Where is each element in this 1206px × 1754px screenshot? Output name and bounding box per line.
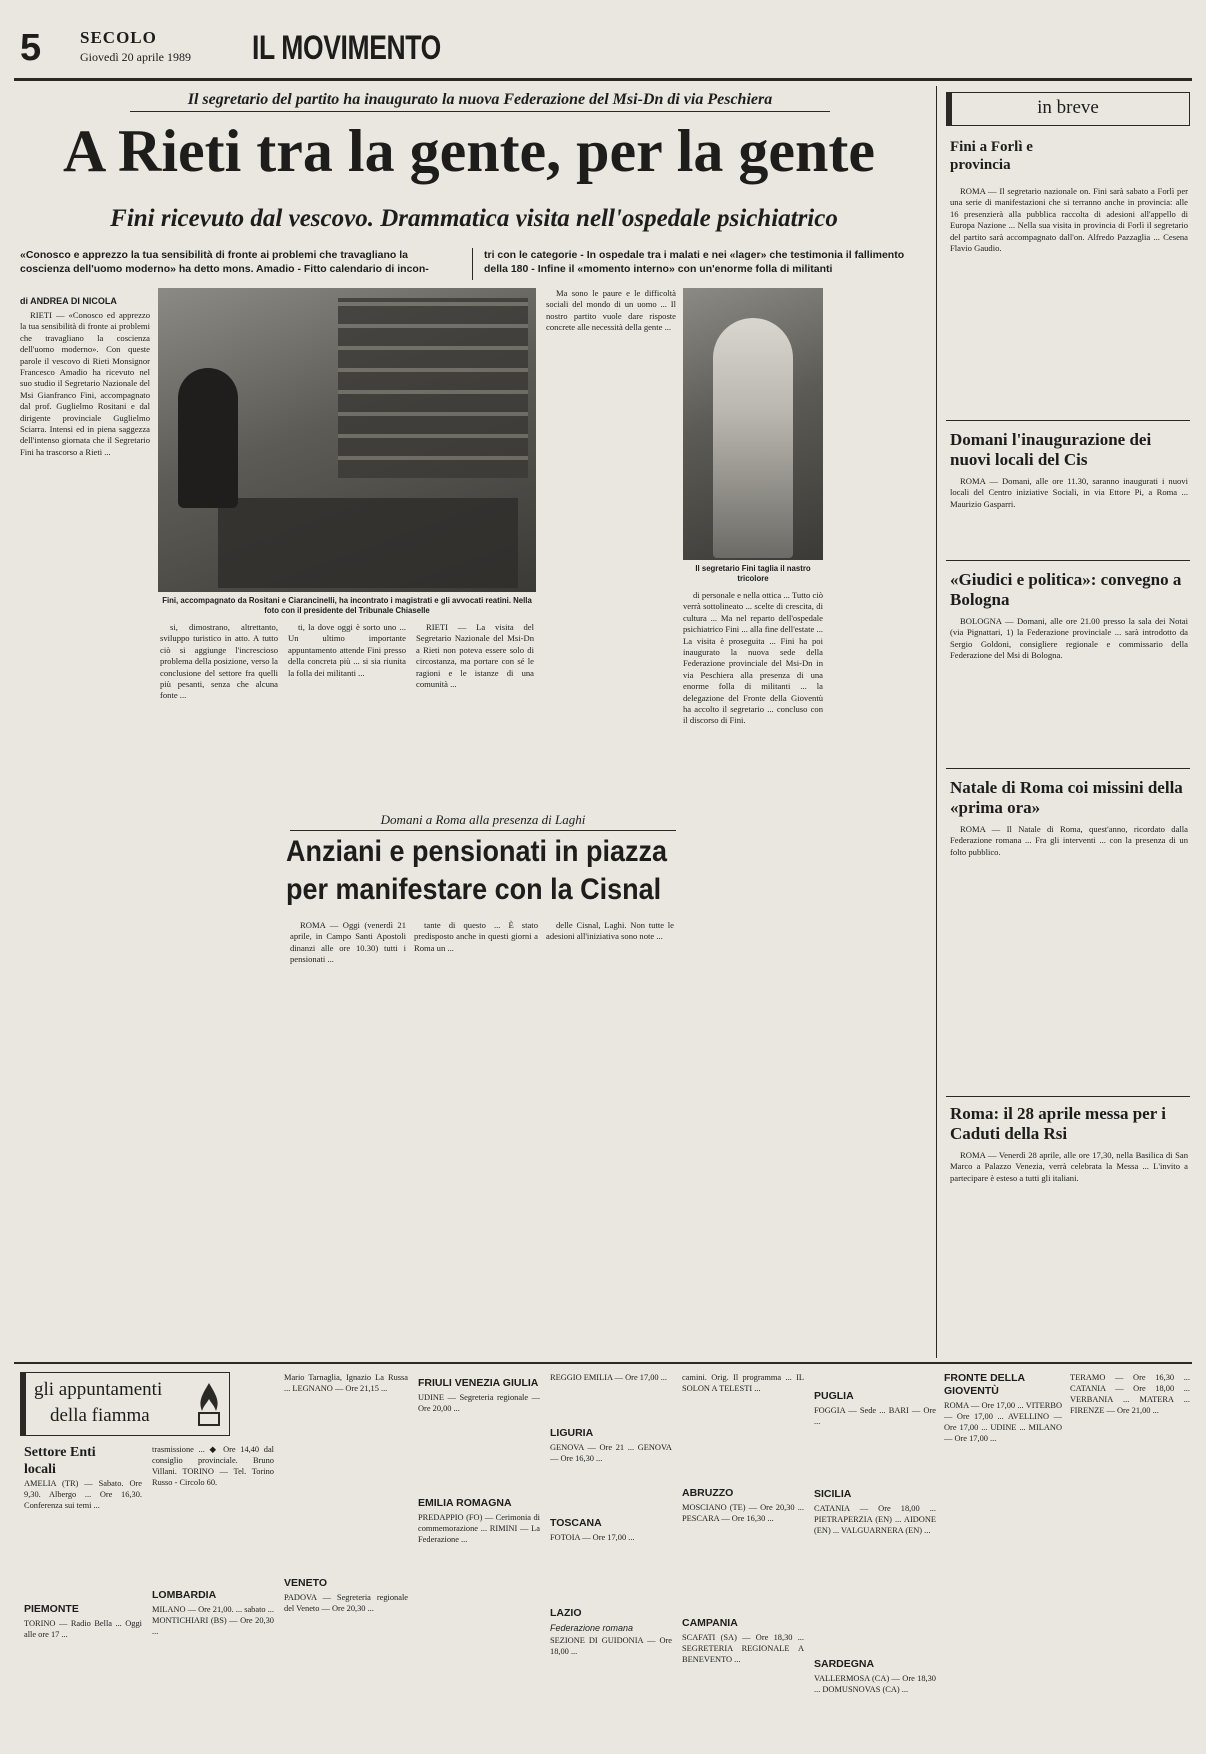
col3-text: ti, la dove oggi è sorto uno ... Un ultimo importante appuntamento attende Fini presso della concreta più ... si sia riunita la folla dei militanti ... xyxy=(288,622,406,678)
lombardia-text xyxy=(152,1604,274,1637)
main-article-col2 xyxy=(160,622,278,1358)
sidebar-item-3-title: «Giudici e politica»: convegno a Bologna xyxy=(950,570,1182,609)
appointments-col1-text xyxy=(24,1478,142,1598)
second-col2-text: tante di questo ... È stato predisposto anche in questi giorni a Roma un ... xyxy=(414,920,538,953)
sidebar-item-1-body: ROMA — Il segretario nazionale on. Fini sarà sabato a Forlì per una serie di manifestazioni che si terranno anche in provincia: alle 16 presenzierà alla pubblica raccolta di adesioni all'appello di Europa Nazione ... Nella sua visita in provincia di Forlì il segretario del partito sarà accompagnato dall'on. Alfredo Pazzaglia ... Cesena Flavio Gaudio. xyxy=(950,186,1188,254)
sardegna-text xyxy=(814,1673,936,1695)
campania-body: SCAFATI (SA) — Ore 18,30 ... SEGRETERIA REGIONALE A BENEVENTO ... xyxy=(682,1633,804,1664)
toscana-text xyxy=(550,1532,672,1602)
puglia-text xyxy=(814,1405,936,1483)
sidebar-rule-3 xyxy=(946,768,1190,769)
main-headline: A Rieti tra la gente, per la gente xyxy=(62,118,876,184)
abruzzo-heading: ABRUZZO xyxy=(682,1487,734,1499)
photo-ribbon-cutting xyxy=(683,288,823,560)
section-title: IL MOVIMENTO xyxy=(252,29,441,67)
sardegna-body: VALLERMOSA (CA) — Ore 18,30 ... DOMUSNOVAS (CA) ... xyxy=(814,1674,936,1694)
page-header xyxy=(14,24,1192,76)
col1-app-text: AMELIA (TR) — Sabato. Ore 9,30. Albergo ... Ore 16,30. Conferenza sui temi ... xyxy=(24,1479,142,1510)
appointments-col7 xyxy=(814,1372,936,1746)
kicker-underline xyxy=(130,111,830,112)
lazio-body: SEZIONE DI GUIDONIA — Ore 18,00 ... xyxy=(550,1636,672,1656)
person-shape xyxy=(178,368,238,508)
second-headline-line1: Anziani e pensionati in piazza xyxy=(286,835,668,868)
page-number: 5 xyxy=(20,27,42,69)
second-article-col3 xyxy=(546,920,674,1358)
main-article-col5 xyxy=(546,288,676,802)
liguria-body: GENOVA — Ore 21 ... GENOVA — Ore 16,30 ... xyxy=(550,1443,672,1463)
main-article-col1 xyxy=(20,310,150,1358)
sidebar-item-1-title: Fini a Forlì e provincia xyxy=(950,139,1033,173)
second-article-col1 xyxy=(290,920,406,1358)
sidebar-item-2-body: ROMA — Domani, alle ore 11.30, saranno inaugurati i nuovi locali del Centro iniziative Sociali, in via Ettore Pi, a Roma ... Maurizio Gasparri. xyxy=(950,476,1188,509)
sidebar-item-5-text xyxy=(950,1150,1188,1224)
sidebar-rule-2 xyxy=(946,560,1190,561)
appointments-col9-text xyxy=(1070,1372,1190,1416)
appointments-col2-text xyxy=(152,1444,274,1584)
emilia-heading: EMILIA ROMAGNA xyxy=(418,1497,512,1509)
second-col3-text: delle Cisnal, Laghi. Non tutte le adesioni all'iniziativa sono note ... xyxy=(546,920,674,942)
col5-app-text: REGGIO EMILIA — Ore 17,00 ... xyxy=(550,1373,667,1382)
sidebar-item-4-title: Natale di Roma coi missini della «prima ora» xyxy=(950,778,1183,817)
emilia-text xyxy=(418,1512,540,1545)
appointments-top-rule xyxy=(14,1362,1192,1364)
puglia-body: FOGGIA — Sede ... BARI — Ore ... xyxy=(814,1406,936,1426)
main-to-sidebar-rule xyxy=(936,86,937,1358)
abruzzo-body: MOSCIANO (TE) — Ore 20,30 ... PESCARA — Ore 16,30 ... xyxy=(682,1503,804,1523)
summary-divider xyxy=(472,248,473,280)
appointments-col4 xyxy=(418,1372,540,1746)
col1-text: RIETI — «Conosco ed apprezzo la tua sensibilità di fronte ai problemi che travagliano la coscienza dell'uomo moderno». Con queste parole il vescovo di Rieti Monsignor Francesco Amadio ha ricevuto nel suo studio il Segretario Nazionale del Msi Gianfranco Fini, accompagnato dal prof. Guglielmo Rositani e dal dirigente provinciale Guglielmo Sciarra. Intensi ed in piena saggezza dell'intenso giornata che il Segretario Fini ha trascorso a Rieti ... xyxy=(20,310,150,457)
friuli-heading: FRIULI VENEZIA GIULIA xyxy=(418,1377,539,1389)
header-rule xyxy=(14,78,1192,81)
piemonte-heading: PIEMONTE xyxy=(24,1603,79,1615)
col2-text: si, dimostrano, altrettanto, sviluppo turistico in atto. A tutto ciò si aggiunge l'increscioso problema della posizione, verso la conclusione del settore fra quelli più pesanti, senza che alcuna fonte ... xyxy=(160,622,278,701)
appointments-col2 xyxy=(152,1444,274,1744)
appointments-col8 xyxy=(944,1372,1062,1746)
second-kicker-rule xyxy=(290,830,676,831)
col6-text: di personale e nella ottica ... Tutto ciò verrà sottolineato ... scelte di crescita, di cultura ... Ma nel reparto dell'ospedale psichiatrico Fini ... alla fine dell'estate ... La visita è proseguita ... Fini ha poi inaugurato la nuova sede della Federazione provinciale del Msi-Dn in via Peschiera alla presenza di una enorme folla di militanti ... la delegazione del Fronte della Gioventù ha accolto il segretario ... concluso con il discorso di Fini. xyxy=(683,590,823,726)
friuli-text xyxy=(418,1392,540,1492)
lombardia-body: MILANO — Ore 21,00. ... sabato ... MONTICHIARI (BS) — Ore 20,30 ... xyxy=(152,1605,274,1636)
sidebar-item-4-text xyxy=(950,824,1188,1090)
appointments-col6 xyxy=(682,1372,804,1746)
sidebar-rule-1 xyxy=(946,420,1190,421)
person-shape-2 xyxy=(713,318,793,558)
second-article-kicker: Domani a Roma alla presenza di Laghi xyxy=(380,812,586,827)
photo2-caption: Il segretario Fini taglia il nastro tricolore xyxy=(695,564,811,583)
second-article-col2 xyxy=(414,920,538,1358)
friuli-body: UDINE — Segreteria regionale — Ore 20,00 ... xyxy=(418,1393,540,1413)
toscana-heading: TOSCANA xyxy=(550,1517,602,1529)
summary-right: tri con le categorie - In ospedale tra i malati e nei «lager» che testimonia il fallimento della 180 - Infine il «momento interno» con un'enorme folla di militanti xyxy=(484,249,905,275)
main-subheadline: Fini ricevuto dal vescovo. Drammatica visita nell'ospedale psichiatrico xyxy=(110,205,838,232)
col4-text: RIETI — La visita del Segretario Nazionale del Msi-Dn a Rieti non poteva essere solo di circostanza, ma portare con sé le ragioni e le istanze di una comunità ... xyxy=(416,622,534,690)
lazio-text xyxy=(550,1635,672,1657)
campania-text xyxy=(682,1632,804,1665)
paper-name: SECOLO xyxy=(80,28,157,47)
sicilia-heading: SICILIA xyxy=(814,1488,852,1500)
col2-app-text: trasmissione ... ◆ Ore 14,40 dal consiglio provinciale. Bruno Villani. TORINO — Tel. Torino Russo - Circolo 60. xyxy=(152,1445,274,1487)
sicilia-body: CATANIA — Ore 18,00 ... PIETRAPERZIA (EN) ... AIDONE (EN) ... VALGUARNERA (EN) ... xyxy=(814,1504,936,1535)
publication-date: Giovedì 20 aprile 1989 xyxy=(80,50,191,64)
appointments-col6-text xyxy=(682,1372,804,1482)
sardegna-heading: SARDEGNA xyxy=(814,1658,875,1670)
table-shape xyxy=(218,498,518,588)
veneto-text xyxy=(284,1592,408,1614)
veneto-body: PADOVA — Segreteria regionale del Veneto — Ore 20,30 ... xyxy=(284,1593,408,1613)
fronte-gioventu-heading: FRONTE DELLA GIOVENTÙ xyxy=(944,1372,1025,1397)
fronte-gioventu-text xyxy=(944,1400,1062,1444)
photo-magistrates-meeting xyxy=(158,288,536,592)
sidebar-item-4-body: ROMA — Il Natale di Roma, quest'anno, ricordato dalla Federazione romana ... Fra gli interventi ... con la presenza di un folto pubblico. xyxy=(950,824,1188,857)
puglia-heading: PUGLIA xyxy=(814,1390,854,1402)
sidebar-item-3-body: BOLOGNA — Domani, alle ore 21.00 presso la sala dei Notai (via Pignattari, 1) la Federazione provinciale ... sarà introdotto da Sergio Goldoni, consigliere regionale e commissario della Federazione del Msi di Bologna. xyxy=(950,616,1188,661)
sidebar-item-2-title: Domani l'inaugurazione dei nuovi locali del Cis xyxy=(950,430,1152,469)
lombardia-heading: LOMBARDIA xyxy=(152,1589,217,1601)
sidebar-header-text: in breve xyxy=(1037,97,1099,118)
appointments-col5 xyxy=(550,1372,672,1746)
flame-logo-svg xyxy=(194,1381,224,1427)
byline: di ANDREA DI NICOLA xyxy=(20,296,117,306)
appointments-col1 xyxy=(24,1444,142,1744)
toscana-body: FOTOIA — Ore 17,00 ... xyxy=(550,1533,635,1542)
sidebar-item-5-body: ROMA — Venerdì 28 aprile, alle ore 17,30, nella Basilica di San Marco a Palazzo Venezia, verrà celebrata la Messa ... L'invito a partecipare è esteso a tutti gli italiani. xyxy=(950,1150,1188,1183)
main-article-col6 xyxy=(683,590,823,1358)
appointments-title-line1: gli appuntamenti xyxy=(34,1379,163,1400)
sidebar-item-2-text xyxy=(950,476,1188,572)
main-article-col4 xyxy=(416,622,534,802)
enti-locali-title: Settore Enti locali xyxy=(24,1445,96,1477)
federazione-romana-subheading: Federazione romana xyxy=(550,1623,634,1633)
liguria-text xyxy=(550,1442,672,1512)
sidebar-item-1-text xyxy=(950,186,1188,416)
liguria-heading: LIGURIA xyxy=(550,1427,594,1439)
col3-app-text: Mario Tarnaglia, Ignazio La Russa ... LEGNANO — Ore 21,15 ... xyxy=(284,1373,408,1393)
photo1-caption: Fini, accompagnato da Rositani e Ciarancinelli, ha incontrato i magistrati e gli avvocati reatini. Nella foto con il presidente del Tribunale Chiaselle xyxy=(162,596,532,615)
col9-app-text: TERAMO — Ore 16,30 ... CATANIA — Ore 18,00 ... VERBANIA ... MATERA ... FIRENZE — Ore 21,00 ... xyxy=(1070,1373,1190,1415)
sidebar-header-box xyxy=(946,92,1190,126)
appointments-title-line2: della fiamma xyxy=(50,1405,150,1426)
summary-left: «Conosco e apprezzo la tua sensibilità di fronte ai problemi che travagliano la coscienza dell'uomo moderno» ha detto mons. Amadio - Fitto calendario di incon- xyxy=(20,249,429,275)
sicilia-text xyxy=(814,1503,936,1653)
fronte-gioventu-body: ROMA — Ore 17,00 ... VITERBO — Ore 17,00 ... AVELLINO — Ore 17,00 ... UDINE ... MILANO — Ore 17,00 ... xyxy=(944,1401,1062,1443)
piemonte-text xyxy=(24,1618,142,1640)
flame-logo-icon xyxy=(194,1381,224,1427)
bookshelf-shape xyxy=(338,298,528,478)
lazio-heading: LAZIO xyxy=(550,1607,582,1619)
second-col1-text: ROMA — Oggi (venerdì 21 aprile, in Campo Santi Apostoli dinanzi alle ore 10.30) tutti i pensionati ... xyxy=(290,920,406,965)
main-article-kicker: Il segretario del partito ha inaugurato la nuova Federazione del Msi-Dn di via Peschiera xyxy=(187,91,773,108)
sidebar-item-3-text xyxy=(950,616,1188,762)
sidebar-rule-4 xyxy=(946,1096,1190,1097)
veneto-heading: VENETO xyxy=(284,1577,327,1589)
campania-heading: CAMPANIA xyxy=(682,1617,738,1629)
col6-app-text: camini. Orig. Il programma ... IL SOLON A TELESTI ... xyxy=(682,1373,804,1393)
sidebar-item-5-title: Roma: il 28 aprile messa per i Caduti della Rsi xyxy=(950,1104,1166,1143)
abruzzo-text xyxy=(682,1502,804,1612)
col5-text: Ma sono le paure e le difficoltà sociali del mondo di un uomo ... Il nostro partito vuole dare risposte concrete alle necessità della gente ... xyxy=(546,288,676,333)
emilia-body: PREDAPPIO (FO) — Cerimonia di commemorazione ... RIMINI — La Federazione ... xyxy=(418,1513,540,1544)
second-headline-line2: per manifestare con la Cisnal xyxy=(286,873,662,906)
piemonte-body: TORINO — Radio Bella ... Oggi alle ore 17 ... xyxy=(24,1619,142,1639)
appointments-col3-text xyxy=(284,1372,408,1572)
appointments-col9 xyxy=(1070,1372,1190,1746)
appointments-col5-text xyxy=(550,1372,672,1422)
appointments-title-box xyxy=(20,1372,230,1436)
appointments-col3 xyxy=(284,1372,408,1746)
